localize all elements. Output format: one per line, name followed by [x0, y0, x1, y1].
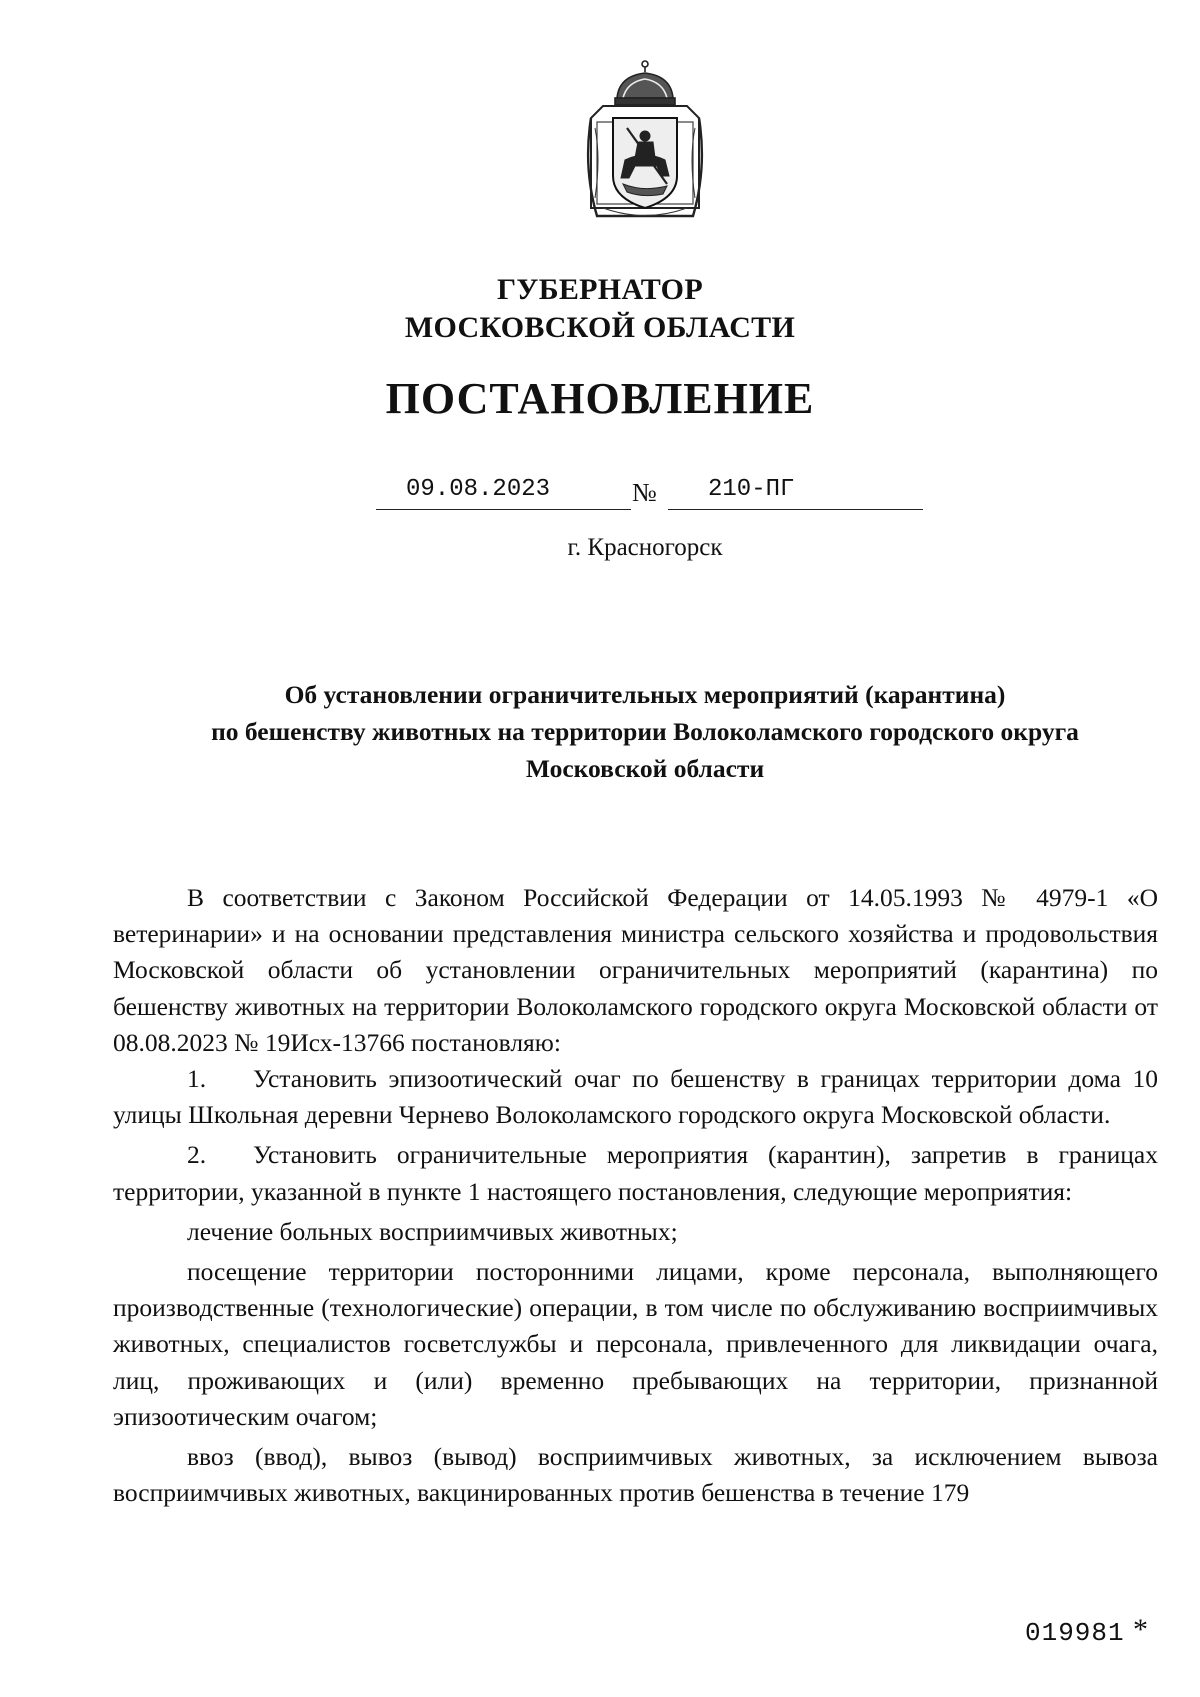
document-body — [113, 880, 1158, 1511]
coat-of-arms-icon — [583, 58, 707, 222]
number-underline — [668, 509, 923, 510]
numbered-item — [113, 1137, 1158, 1209]
item-text: Установить ограничительные мероприятия (карантин), запретив в границах территории, указанной в пункте 1 настоящего постановления, следующие мероприятия: — [113, 1140, 1158, 1206]
document-date: 09.08.2023 — [406, 476, 551, 503]
subject-line: по бешенству животных на территории Волоколамского городского округа — [211, 717, 1079, 746]
document-type-title: ПОСТАНОВЛЕНИЕ — [385, 374, 815, 423]
sub-item: лечение больных восприимчивых животных; — [187, 1216, 678, 1246]
serial-number: 019981 — [1025, 1618, 1125, 1648]
numbered-item — [113, 1061, 1158, 1133]
item-text: Установить эпизоотический очаг по бешенству в границах территории дома 10 улицы Школьная деревни Чернево Волоколамского городского округа Московской области. — [113, 1064, 1158, 1130]
authority-title-line1: ГУБЕРНАТОР — [497, 273, 703, 306]
number-sign: № — [632, 478, 657, 507]
document-subject — [120, 676, 1170, 787]
subject-line: Об установлении ограничительных мероприятий (карантина) — [284, 680, 1006, 709]
document-city: г. Красногорск — [567, 534, 723, 561]
serial-mark: * — [1133, 1613, 1148, 1646]
date-underline — [376, 509, 631, 510]
item-number: 2. — [187, 1140, 207, 1170]
sub-item: посещение территории посторонними лицами, кроме персонала, выполняющего производственные (технологические) операции, в том числе по обслуживанию восприимчивых животных, специалистов госветслужбы и персонала, привлеченного для ликвидации очага, лиц, проживающих и (или) временно пребывающих на территории, признанной эпизоотическим очагом; — [113, 1257, 1158, 1431]
authority-title-line2: МОСКОВСКОЙ ОБЛАСТИ — [404, 311, 796, 344]
sub-item: ввоз (ввод), вывоз (вывод) восприимчивых животных, за исключением вывоза восприимчивых животных, вакцинированных против бешенства в течение 179 — [113, 1442, 1158, 1508]
document-number: 210-ПГ — [708, 476, 795, 503]
intro-paragraph: В соответствии с Законом Российской Федерации от 14.05.1993 № 4979-1 «О ветеринарии» и на основании представления министра сельского хозяйства и продовольствия Московской области об установлении ограничительных мероприятий (карантина) по бешенству животных на территории Волоколамского городского округа Московской области от 08.08.2023 № 19Исх-13766 постановляю: — [113, 883, 1158, 1057]
subject-line: Московской области — [525, 754, 765, 783]
item-number: 1. — [187, 1064, 207, 1094]
